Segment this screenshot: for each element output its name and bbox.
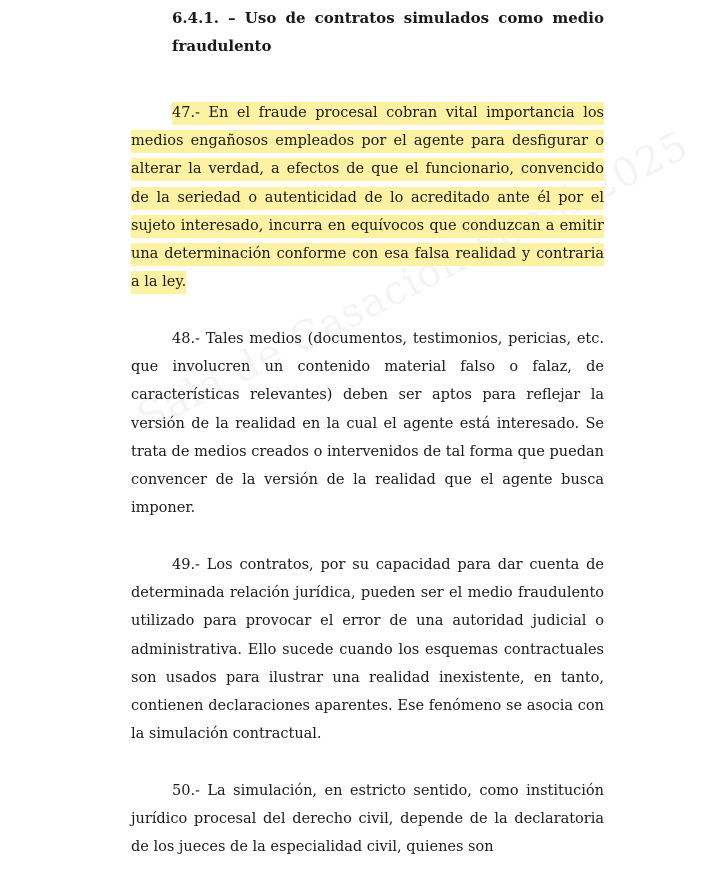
paragraph-49: 49.- Los contratos, por su capacidad para dar cuenta de determinada relación jurídica, pueden ser el medio fraudulento utilizado para provocar el error de una autoridad judicial o administrativa. Ello sucede cuando los esquemas contractuales son usados para ilustrar una realidad inexistente, en tanto, contienen declaraciones aparentes. Ese fenómeno se asocia con la simulación contractual. [131,557,604,743]
paragraph-48: 48.- Tales medios (documentos, testimonios, pericias, etc. que involucren un contenido material falso o falaz, de características relevantes) deben ser aptos para reflejar la versión de la realidad en la cual el agente está interesado. Se trata de medios creados o intervenidos de tal forma que puedan convencer de la versión de la realidad que el agente busca imponer. [131,331,604,517]
paragraph-47 [131,99,604,296]
section-heading: 6.4.1. – Uso de contratos simulados como medio fraudulento [172,9,604,55]
paragraph-50: 50.- La simulación, en estricto sentido, como institución jurídico procesal del derecho civil, depende de la declaratoria de los jueces de la especialidad civil, quienes son [131,783,604,856]
highlighted-text: 47.- En el fraude procesal cobran vital importancia los medios engañosos empleados por el agente para desfigurar o alterar la verdad, a efectos de que el funcionario, convencido de la seriedad o autenticidad de lo acreditado ante él por el sujeto interesado, incurra en equívocos que conduzcan a emitir una determinación conforme con esa falsa realidad y contraria a la ley. [131,102,604,294]
